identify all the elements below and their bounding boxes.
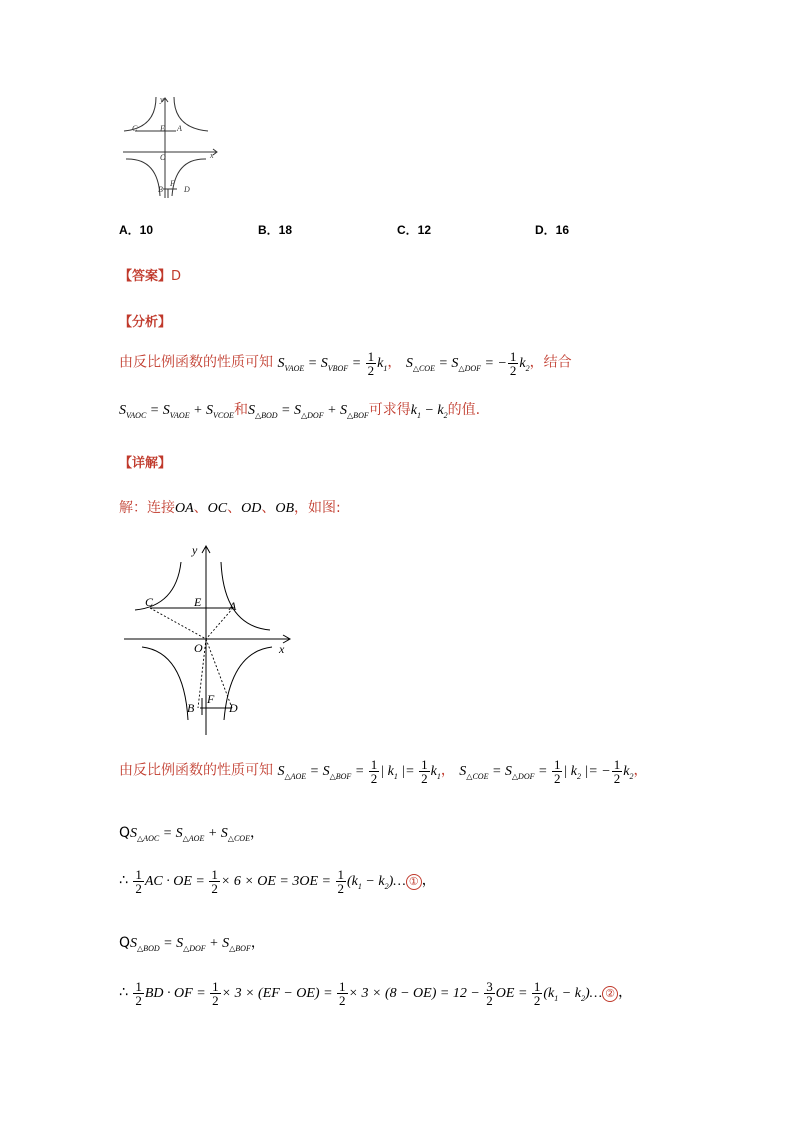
solution-line-1: 由反比例函数的性质可知 $S_{\triangle AOE} = S_{\triangle BOF}$ = $\frac{1}{2}$ | $k_1$ |= $\frac{1}{2}$ $k_1$， $S_{\triangle COE} = S_{\triangle DOF}$ = $\frac{1}{2}$ | $k_2$ |= − $\frac{1}{2}$ $k_2$， [119, 757, 648, 786]
answer-value: D [171, 269, 182, 284]
fig1-label-y: y [160, 95, 164, 104]
fig2-label-f: F [207, 692, 215, 706]
fig2-label-o: O [194, 641, 203, 655]
fig1-label-o: O [160, 153, 166, 162]
fig2-label-c: C [145, 595, 154, 609]
detail-tag: 【详解】 [119, 456, 172, 471]
fig1-label-x: x [210, 151, 214, 160]
option-a: A．10 [119, 223, 154, 237]
answer-tag: 【答案】 [119, 269, 172, 284]
fig2-label-b: B [187, 701, 195, 715]
solution-line-4: $QS_{\triangle BOD} = S_{\triangle DOF} + S_{\triangle BOF}$， [119, 935, 265, 953]
answer-line [119, 265, 181, 284]
detail-intro: 解：连接OA、OC、OD、OB，如图: [119, 500, 341, 516]
solution-line-2: $QS_{\triangle AOC} = S_{\triangle AOE} + S_{\triangle COE}$， [119, 825, 264, 843]
figure-2-graph [120, 540, 295, 735]
solution-line-3: ∴ $\frac{1}{2}$ AC · OE = $\frac{1}{2}$ × 6 × OE = 3OE = $\frac{1}{2}$ ($k_1$ − $k_2)\dots$ ① ， [119, 867, 436, 896]
fig2-label-d: D [229, 701, 238, 715]
option-b: B．18 [258, 223, 293, 237]
fig1-label-a: A [177, 124, 182, 133]
analysis-tag: 【分析】 [119, 315, 172, 330]
analysis-line-1: 由反比例函数的性质可知 $S_{VAOE} = S_{VBOF}$ = $\frac{1}{2}$ $k_1$， $S_{\triangle COE} = S_{\triangle DOF}$ = − $\frac{1}{2}$ $k_2$，结合 [119, 349, 572, 378]
fig2-label-y: y [192, 543, 198, 557]
option-c: C．12 [397, 223, 432, 237]
marker-circle-1: ① [406, 874, 422, 890]
fig2-label-e: E [194, 595, 202, 609]
fig1-label-f: F [170, 179, 175, 188]
fig1-label-e: E [160, 124, 165, 133]
fig2-label-a: A [229, 599, 237, 613]
fig1-label-c: C [132, 124, 138, 133]
fig2-label-x: x [279, 642, 285, 656]
solution-line-5: ∴ $\frac{1}{2}$ BD · OF = $\frac{1}{2}$ × 3 × (EF − OE) = $\frac{1}{2}$ × 3 × (8 − OE) = 12 − $\frac{3}{2}$ OE = $\frac{1}{2}$ ($k_1$ − $k_2)\dots$ ② ， [119, 979, 633, 1008]
figure-1-graph [120, 92, 225, 202]
option-d: D．16 [535, 223, 570, 237]
marker-circle-2: ② [602, 986, 618, 1002]
fig1-label-d: D [184, 185, 190, 194]
analysis-line-2: $S_{VAOC} = S_{VAOE} + S_{VCOE}$和$S_{\triangle BOD} = S_{\triangle DOF} + S_{\triangle BOF}$可求得$k_1 - k_2$的值. [119, 402, 481, 420]
fig1-label-b: B [158, 185, 163, 194]
